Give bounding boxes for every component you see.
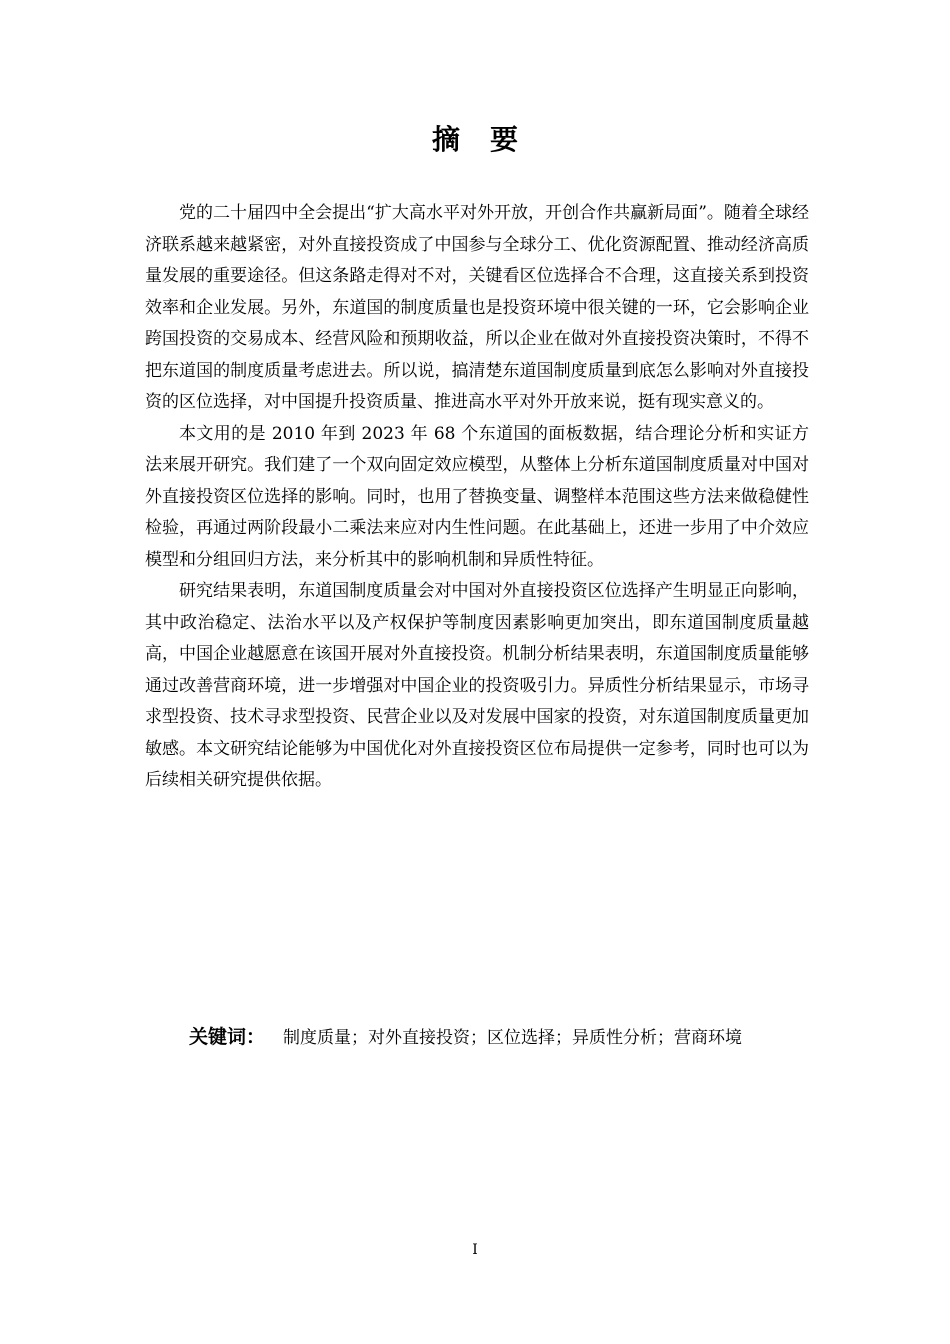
paragraph-1: 党的二十届四中全会提出“扩大高水平对外开放，开创合作共赢新局面”。随着全球经济联系越来越紧密，对外直接投资成了中国参与全球分工、优化资源配置、推动经济高质量发展的重要途径。但这条路走得对不对，关键看区位选择合不合理，这直接关系到投资效率和企业发展。另外，东道国的制度质量也是投资环境中很关键的一环，它会影响企业跨国投资的交易成本、经营风险和预期收益，所以企业在做对外直接投资决策时，不得不把东道国的制度质量考虑进去。所以说，搞清楚东道国制度质量到底怎么影响对外直接投资的区位选择，对中国提升投资质量、推进高水平对外开放来说，挺有现实意义的。	[145, 203, 809, 412]
keywords-line	[189, 1022, 829, 1053]
paragraph-3: 研究结果表明，东道国制度质量会对中国对外直接投资区位选择产生明显正向影响，其中政治稳定、法治水平以及产权保护等制度因素影响更加突出，即东道国制度质量越高，中国企业越愿意在该国开展对外直接投资。机制分析结果表明，东道国制度质量能够通过改善营商环境，进一步增强对中国企业的投资吸引力。异质性分析结果显示，市场寻求型投资、技术寻求型投资、民营企业以及对发展中国家的投资，对东道国制度质量更加敏感。本文研究结论能够为中国优化对外直接投资区位布局提供一定参考，同时也可以为后续相关研究提供依据。	[145, 581, 809, 790]
keywords-list: 制度质量；对外直接投资；区位选择；异质性分析；营商环境	[283, 1028, 743, 1048]
keywords-label: 关键词：	[189, 1026, 266, 1048]
paragraph-2: 本文用的是 2010 年到 2023 年 68 个东道国的面板数据，结合理论分析和实证方法来展开研究。我们建了一个双向固定效应模型，从整体上分析东道国制度质量对中国对外直接投资区位选择的影响。同时，也用了替换变量、调整样本范围这些方法来做稳健性检验，再通过两阶段最小二乘法来应对内生性问题。在此基础上，还进一步用了中介效应模型和分组回归方法，来分析其中的影响机制和异质性特征。	[145, 423, 809, 570]
abstract-body	[145, 198, 809, 797]
page-number: I	[472, 1242, 478, 1258]
page-title: 摘要	[431, 123, 548, 156]
